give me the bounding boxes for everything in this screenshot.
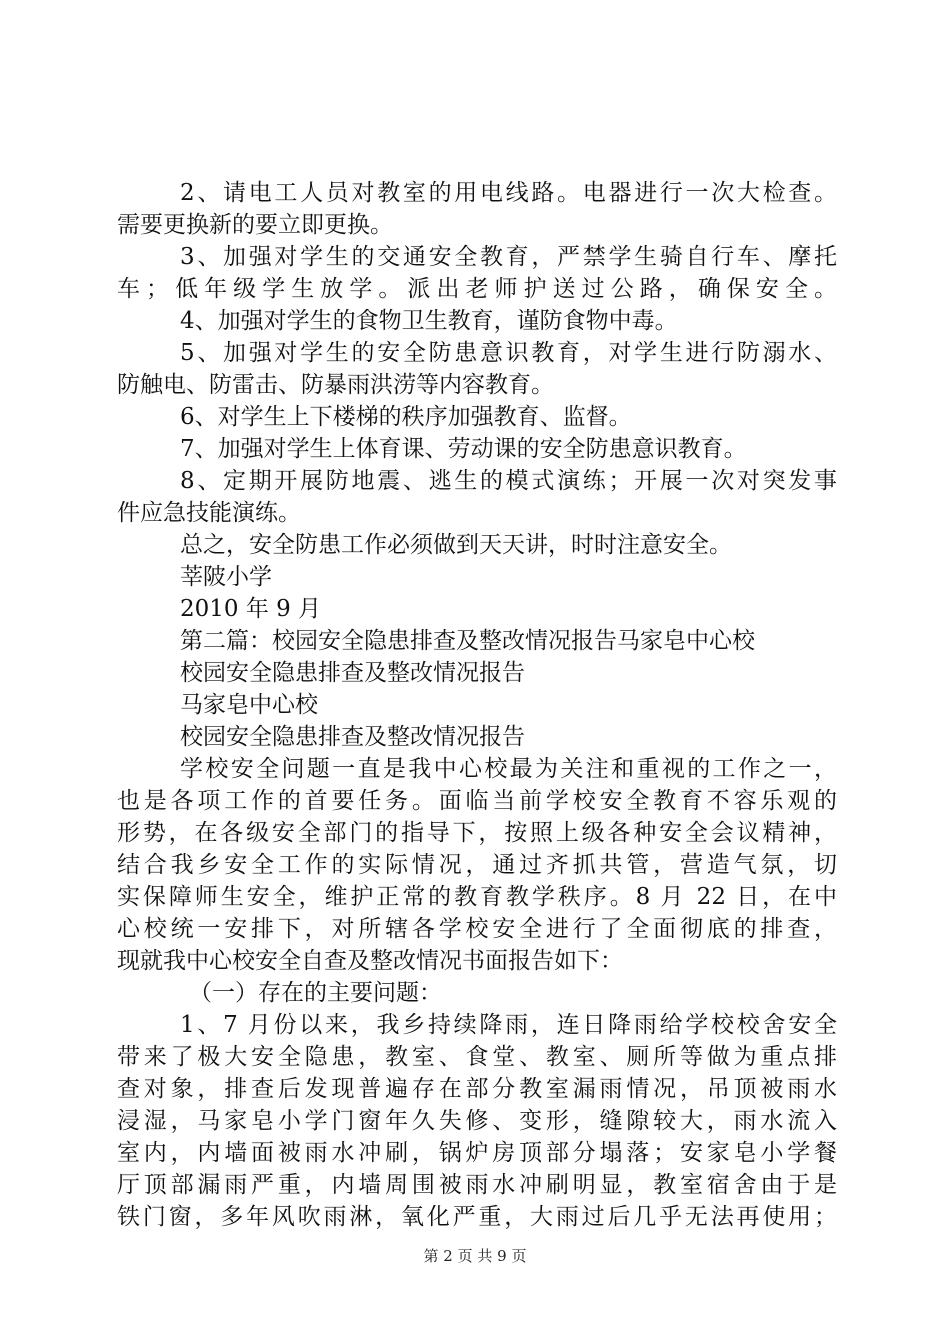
paragraph-line: 带来了极大安全隐患，教室、食堂、教室、厕所等做为重点排 — [117, 1044, 837, 1070]
paragraph-line: 学校安全问题一直是我中心校最为关注和重视的工作之一， — [180, 756, 837, 782]
paragraph-line: 1、7 月份以来，我乡持续降雨，连日降雨给学校校舍安全 — [180, 1012, 837, 1038]
paragraph-line: 心校统一安排下，对所辖各学校安全进行了全面彻底的排查， — [117, 916, 837, 942]
paragraph-line: 形势，在各级安全部门的指导下，按照上级各种安全会议精神， — [117, 820, 837, 846]
paragraph-line: 7、加强对学生上体育课、劳动课的安全防患意识教育。 — [180, 436, 747, 462]
section-title: 第二篇：校园安全隐患排查及整改情况报告马家皂中心校 — [180, 628, 755, 654]
report-title: 校园安全隐患排查及整改情况报告 — [180, 724, 525, 750]
signature-date: 2010 年 9 月 — [180, 596, 322, 622]
paragraph-line: 车；低年级学生放学。派出老师护送过公路，确保安全。 — [117, 276, 837, 302]
paragraph-line: 3、加强对学生的交通安全教育，严禁学生骑自行车、摩托 — [180, 244, 837, 270]
paragraph-line: 现就我中心校安全自查及整改情况书面报告如下： — [117, 948, 623, 974]
report-title: 校园安全隐患排查及整改情况报告 — [180, 660, 525, 686]
paragraph-line: 厅顶部漏雨严重，内墙周围被雨水冲刷明显，教室宿舍由于是 — [117, 1172, 837, 1198]
document-body — [117, 177, 837, 1233]
paragraph-line: 室内，内墙面被雨水冲刷，锅炉房顶部分塌落；安家皂小学餐 — [117, 1140, 837, 1166]
paragraph-line: 结合我乡安全工作的实际情况，通过齐抓共管，营造气氛，切 — [117, 852, 837, 878]
paragraph-line: 查对象，排查后发现普遍存在部分教室漏雨情况，吊顶被雨水 — [117, 1076, 837, 1102]
paragraph-line: 4、加强对学生的食物卫生教育，谨防食物中毒。 — [180, 308, 678, 334]
paragraph-line: 5、加强对学生的安全防患意识教育，对学生进行防溺水、 — [180, 340, 837, 366]
subsection-heading: （一）存在的主要问题： — [189, 980, 442, 1006]
paragraph-line: 件应急技能演练。 — [117, 500, 301, 526]
paragraph-line: 实保障师生安全，维护正常的教育教学秩序。8 月 22 日，在中 — [117, 884, 837, 910]
paragraph-line: 防触电、防雷击、防暴雨洪涝等内容教育。 — [117, 372, 554, 398]
paragraph-line: 浸湿，马家皂小学门窗年久失修、变形，缝隙较大，雨水流入 — [117, 1108, 837, 1134]
paragraph-line: 6、对学生上下楼梯的秩序加强教育、监督。 — [180, 404, 632, 430]
paragraph-line: 总之，安全防患工作必须做到天天讲，时时注意安全。 — [180, 532, 732, 558]
paragraph-line: 也是各项工作的首要任务。面临当前学校安全教育不容乐观的 — [117, 788, 837, 814]
paragraph-line: 铁门窗，多年风吹雨淋，氧化严重，大雨过后几乎无法再使用； — [117, 1204, 837, 1230]
report-author: 马家皂中心校 — [180, 692, 318, 718]
paragraph-line: 8、定期开展防地震、逃生的模式演练；开展一次对突发事 — [180, 468, 837, 494]
paragraph-line: 2、请电工人员对教室的用电线路。电器进行一次大检查。 — [180, 180, 837, 206]
page-footer: 第 2 页 共 9 页 — [423, 1247, 527, 1265]
signature-school: 莘陂小学 — [180, 564, 272, 590]
paragraph-line: 需要更换新的要立即更换。 — [117, 212, 393, 238]
